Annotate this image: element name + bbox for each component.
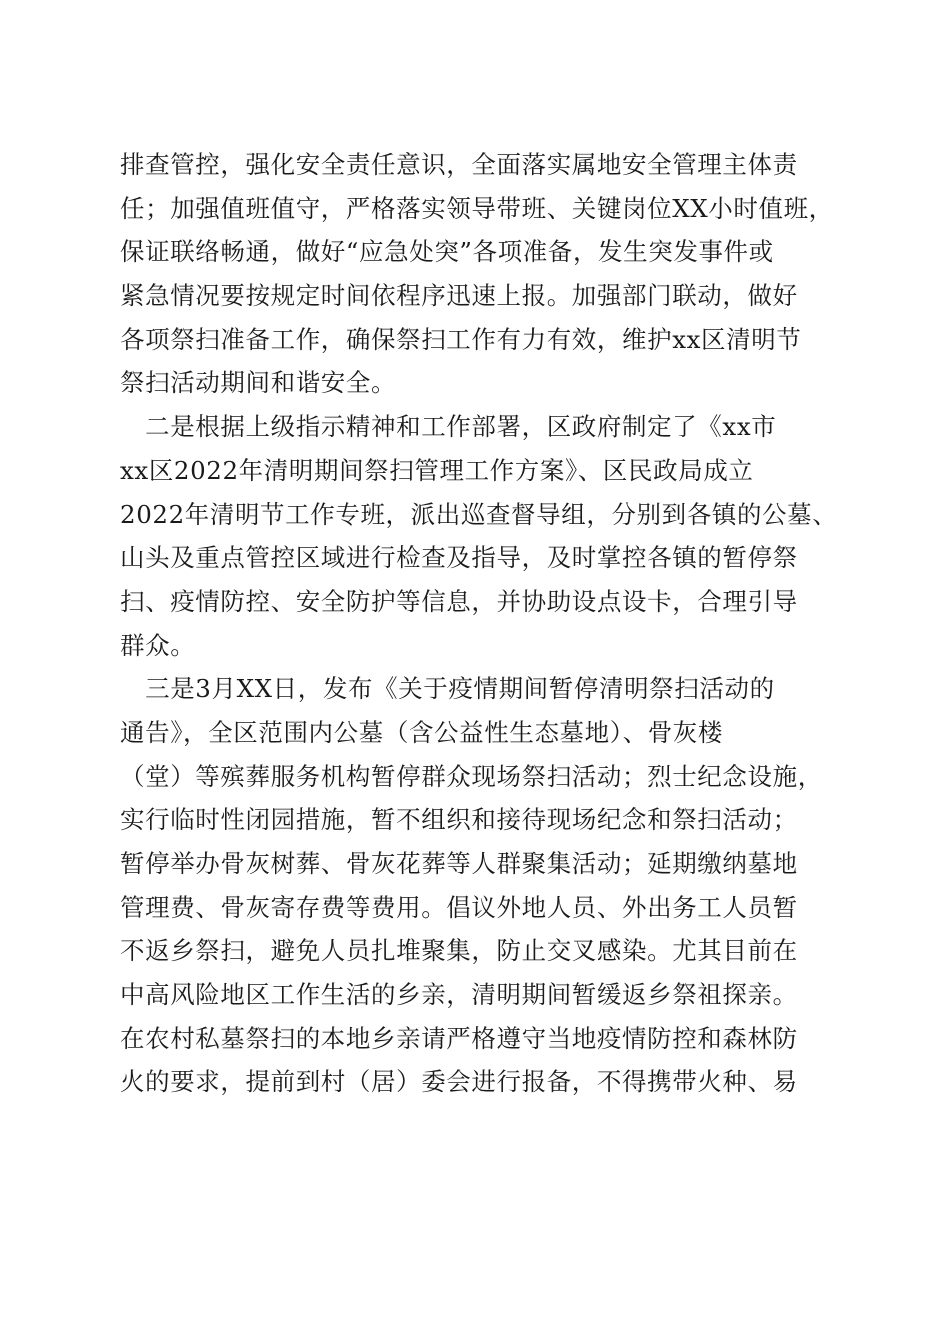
text-line: 群众。 — [120, 630, 196, 660]
text-line: 任；加强值班值守，严格落实领导带班、关键岗位XX小时值班， — [120, 193, 834, 223]
text-line: 扫、疫情防控、安全防护等信息，并协助设点设卡，合理引导 — [120, 586, 798, 616]
text-line: 保证联络畅通，做好“应急处突”各项准备，发生突发事件或 — [120, 237, 774, 267]
text-line: 在农村私墓祭扫的本地乡亲请严格遵守当地疫情防控和森林防 — [120, 1023, 798, 1053]
text-line: xx区2022年清明期间祭扫管理工作方案》、区民政局成立 — [120, 455, 754, 485]
text-line: 紧急情况要按规定时间依程序迅速上报。加强部门联动，做好 — [120, 281, 798, 311]
text-line: 山头及重点管控区域进行检查及指导，及时掌控各镇的暂停祭 — [120, 543, 798, 573]
text-line: 管理费、骨灰寄存费等费用。倡议外地人员、外出务工人员暂 — [120, 892, 798, 922]
text-line: 火的要求，提前到村（居）委会进行报备，不得携带火种、易 — [120, 1067, 798, 1097]
text-line: 祭扫活动期间和谐安全。 — [120, 368, 397, 398]
paragraph-1 — [120, 143, 832, 405]
document-body — [120, 143, 838, 1104]
text-line: 2022年清明节工作专班，派出巡查督导组，分别到各镇的公墓、 — [120, 499, 838, 529]
text-line: 中高风险地区工作生活的乡亲，清明期间暂缓返乡祭祖探亲。 — [120, 980, 798, 1010]
paragraph-3 — [120, 667, 832, 1104]
text-line: 各项祭扫准备工作，确保祭扫工作有力有效，维护xx区清明节 — [120, 324, 802, 354]
paragraph-2 — [120, 405, 838, 667]
text-line: 通告》，全区范围内公墓（含公益性生态墓地）、骨灰楼 — [120, 717, 723, 747]
text-line: （堂）等殡葬服务机构暂停群众现场祭扫活动；烈士纪念设施， — [120, 761, 823, 791]
text-line: 实行临时性闭园措施，暂不组织和接待现场纪念和祭扫活动； — [120, 805, 798, 835]
text-line: 不返乡祭扫，避免人员扎堆聚集，防止交叉感染。尤其目前在 — [120, 936, 798, 966]
text-line: 二是根据上级指示精神和工作部署，区政府制定了《xx市 — [120, 412, 777, 442]
text-line: 暂停举办骨灰树葬、骨灰花葬等人群聚集活动；延期缴纳墓地 — [120, 849, 798, 878]
text-line: 三是3月XX日，发布《关于疫情期间暂停清明祭扫活动的 — [120, 674, 775, 704]
text-line: 排查管控，强化安全责任意识，全面落实属地安全管理主体责 — [120, 150, 798, 179]
